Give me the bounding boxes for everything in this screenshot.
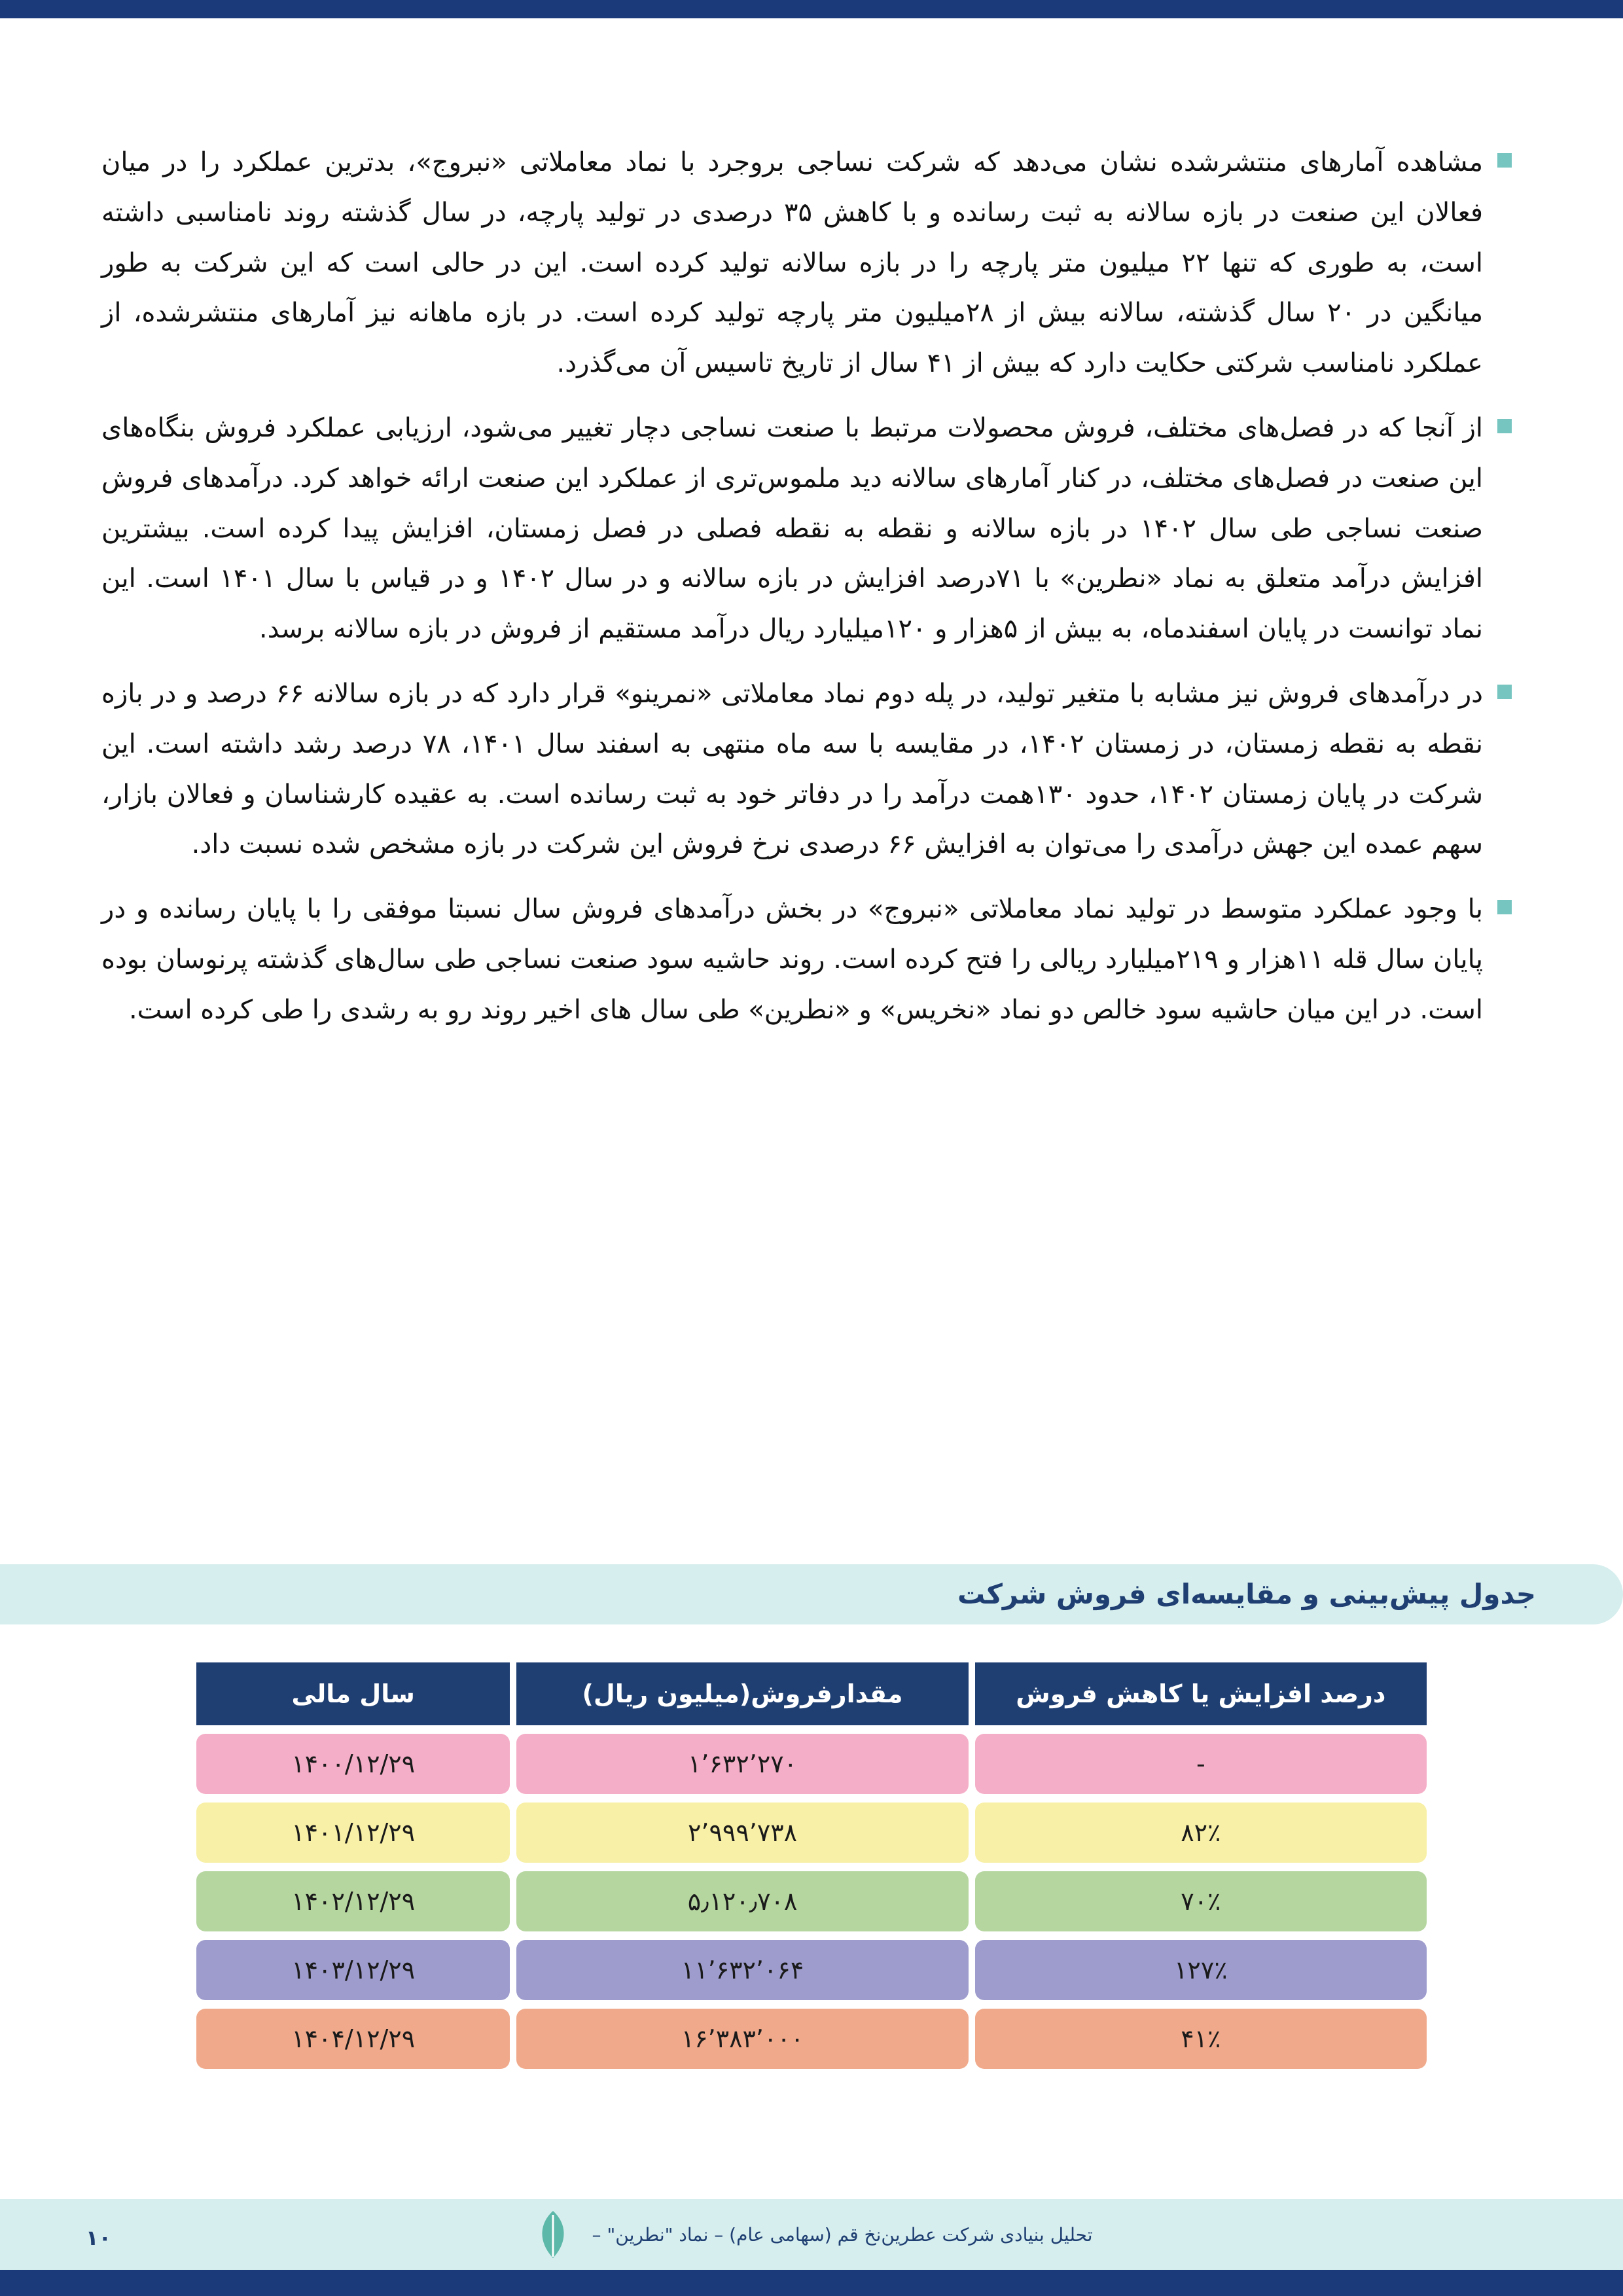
bullet-marker-icon <box>1497 419 1512 433</box>
bullet-marker-icon <box>1497 153 1512 168</box>
paragraph-block <box>101 403 1512 655</box>
footer-bottom-bar <box>0 2270 1623 2296</box>
cell-year: ۱۴۰۲/۱۲/۲۹ <box>196 1871 510 1931</box>
table-row <box>196 1803 1427 1863</box>
section-heading <box>0 1564 1623 1624</box>
sales-forecast-table <box>196 1662 1427 2077</box>
cell-value: ۵٫۱۲۰٫۷۰۸ <box>516 1871 968 1931</box>
bullet-marker-icon <box>1497 685 1512 699</box>
top-decorative-bar <box>0 0 1623 18</box>
table-row <box>196 1940 1427 2000</box>
cell-year: ۱۴۰۱/۱۲/۲۹ <box>196 1803 510 1863</box>
paragraph-text: با وجود عملکرد متوسط در تولید نماد معاملاتی «نبروج» در بخش درآمدهای فروش سال نسبتا موفقی را با پایان رسانده و در پایان سال قله ۱۱هزار و ۲۱۹میلیارد ریالی را فتح کرده است. روند حاشیه سود صنعت نساجی طی سال‌های گذشته پرنوسان بوده است. در این میان حاشیه سود خالص دو نماد «نخریس» و «نطرین» طی سال های اخیر روند رو به رشدی را طی کرده است. <box>101 894 1483 1025</box>
paragraph-text: در درآمدهای فروش نیز مشابه با متغیر تولید، در پله دوم نماد معاملاتی «نمرینو» قرار دارد که در بازه سالانه ۶۶ درصد و در بازه نقطه به نقطه زمستان، در زمستان ۱۴۰۲، در مقایسه با سه ماه منتهی به اسفند سال ۱۴۰۱، ۷۸ درصد رشد داشته است. این شرکت در پایان زمستان ۱۴۰۲، حدود ۱۳۰همت درآمد را در دفاتر خود به ثبت رسانده است. به عقیده کارشناسان و فعالان بازار، سهم عمده این جهش درآمدی را می‌توان به افزایش ۶۶ درصدی نرخ فروش این شرکت در بازه مشخص شده نسبت داد. <box>101 678 1484 860</box>
table-row <box>196 1871 1427 1931</box>
cell-percent: - <box>975 1734 1427 1794</box>
cell-year: ۱۴۰۰/۱۲/۲۹ <box>196 1734 510 1794</box>
cell-year: ۱۴۰۳/۱۲/۲۹ <box>196 1940 510 2000</box>
cell-percent: ۴۱٪ <box>975 2009 1427 2069</box>
paragraph-block <box>101 884 1512 1035</box>
table-header-percent: درصد افزایش یا کاهش فروش <box>975 1662 1427 1725</box>
footer-text: تحلیل بنیادی شرکت عطرین‌نخ قم (سهامی عام) – نماد "نطرین" – <box>592 2223 1093 2246</box>
table-header-row <box>196 1662 1427 1725</box>
table-header-value: مقدارفروش(میلیون ریال) <box>516 1662 968 1725</box>
paragraph-block <box>101 669 1512 870</box>
bullet-marker-icon <box>1497 900 1512 914</box>
cell-value: ۲٬۹۹۹٬۷۳۸ <box>516 1803 968 1863</box>
cell-year: ۱۴۰۴/۱۲/۲۹ <box>196 2009 510 2069</box>
document-body <box>101 137 1512 1050</box>
page-number: ۱۰ <box>85 2225 111 2250</box>
cell-percent: ۸۲٪ <box>975 1803 1427 1863</box>
cell-percent: ۷۰٪ <box>975 1871 1427 1931</box>
paragraph-block <box>101 137 1512 389</box>
cell-percent: ۱۲۷٪ <box>975 1940 1427 2000</box>
paragraph-text: مشاهده آمارهای منتشرشده نشان می‌دهد که شرکت نساجی بروجرد با نماد معاملاتی «نبروج»، بدترین عملکرد را در میان فعالان این صنعت در بازه سالانه به ثبت رسانده و با کاهش ۳۵ درصدی در تولید پارچه، در سال گذشته روند نامناسبی داشته است، به طوری که تنها ۲۲ میلیون متر پارچه را در بازه سالانه تولید کرده است. این در حالی است که این شرکت به طور میانگین در ۲۰ سال گذشته، سالانه بیش از ۲۸میلیون متر پارچه تولید کرده است. در بازه ماهانه نیز آمارهای منتشرشده، از عملکرد نامناسب شرکتی حکایت دارد که بیش از ۴۱ سال از تاریخ تاسیس آن می‌گذرد. <box>101 147 1483 379</box>
table-row <box>196 1734 1427 1794</box>
cell-value: ۱۶٬۳۸۳٬۰۰۰ <box>516 2009 968 2069</box>
section-heading-text: جدول پیش‌بینی و مقایسه‌ای فروش شرکت <box>957 1578 1536 1610</box>
table-row <box>196 2009 1427 2069</box>
cell-value: ۱٬۶۳۲٬۲۷۰ <box>516 1734 968 1794</box>
cell-value: ۱۱٬۶۳۲٬۰۶۴ <box>516 1940 968 2000</box>
paragraph-text: از آنجا که در فصل‌های مختلف، فروش محصولات مرتبط با صنعت نساجی دچار تغییر می‌شود، ارزیابی عملکرد فروش بنگاه‌های این صنعت در فصل‌های مختلف، در کنار آمارهای سالانه دید ملموس‌تری از عملکرد این صنعت ارائه خواهد کرد. درآمدهای فروش صنعت نساجی طی سال ۱۴۰۲ در بازه سالانه و نقطه به نقطه فصلی در فصل زمستان، افزایش پیدا کرده است. بیشترین افزایش درآمد متعلق به نماد «نطرین» با ۷۱درصد افزایش در بازه سالانه و در سال ۱۴۰۲ و در قیاس با سال ۱۴۰۱ است. این نماد توانست در پایان اسفندماه، به بیش از ۵هزار و ۱۲۰میلیارد ریال درآمد مستقیم از فروش در بازه سالانه برسد. <box>101 412 1484 645</box>
table-header-year: سال مالی <box>196 1662 510 1725</box>
leaf-logo-icon <box>531 2208 575 2261</box>
footer-content <box>0 2199 1623 2270</box>
